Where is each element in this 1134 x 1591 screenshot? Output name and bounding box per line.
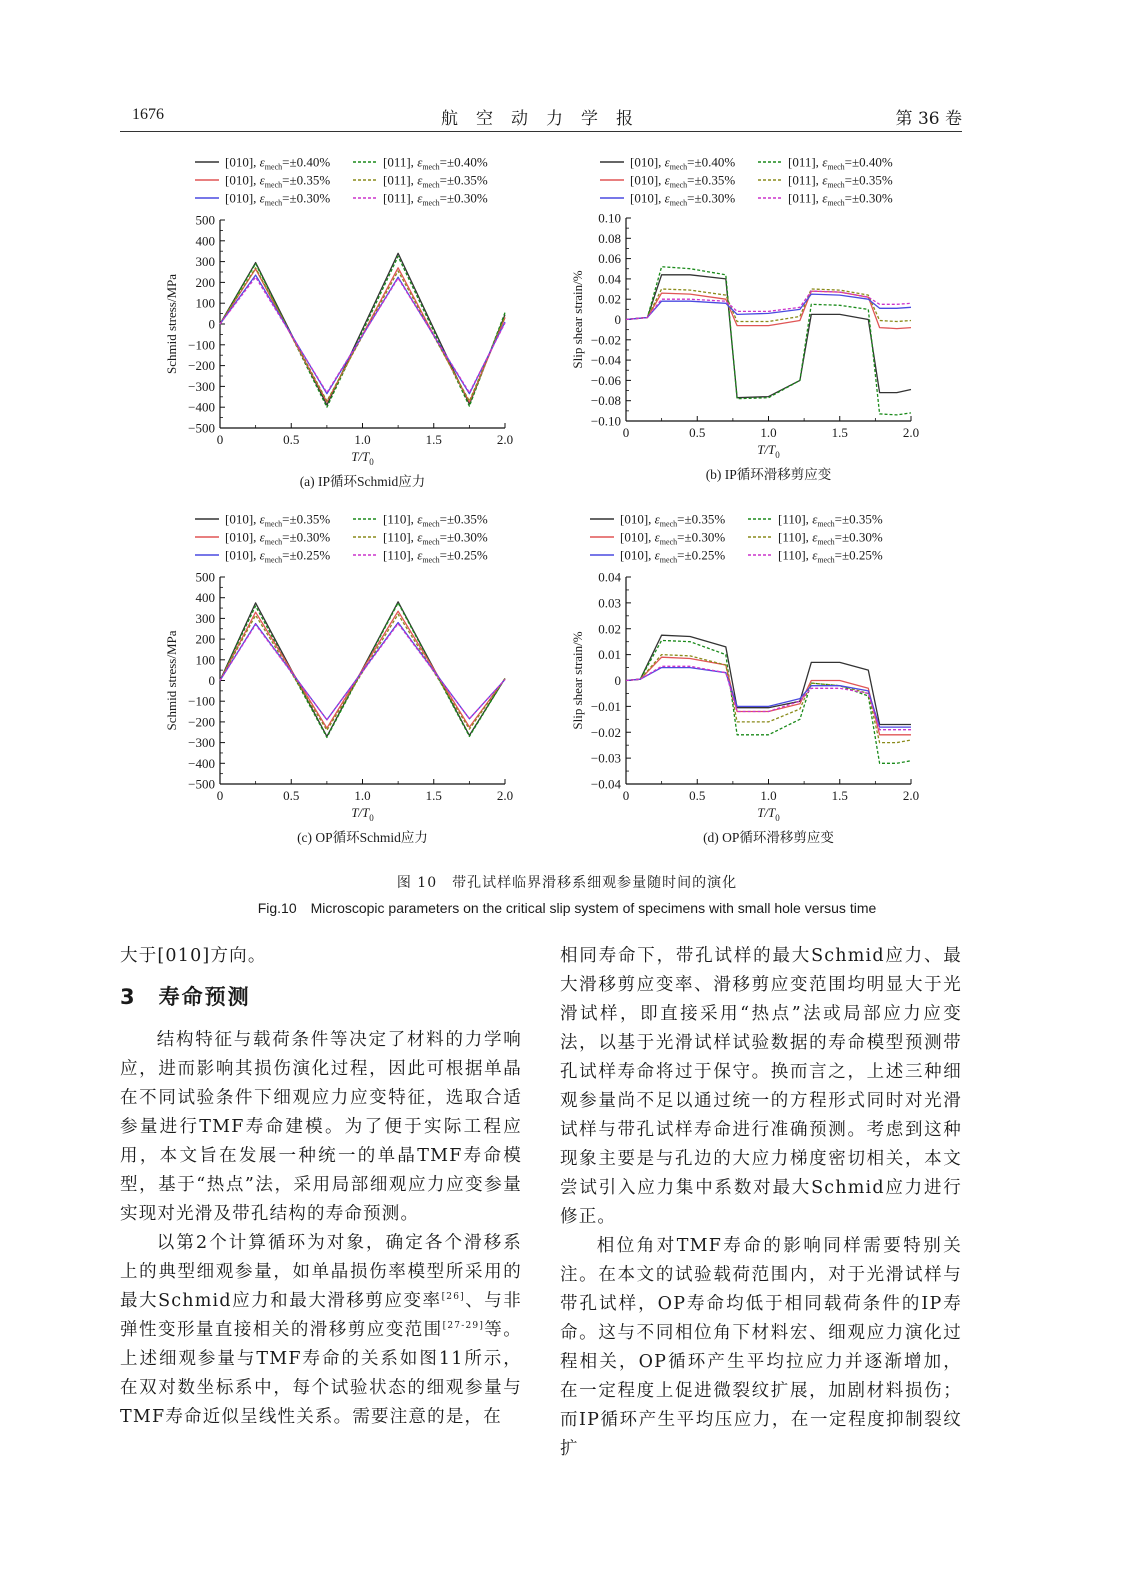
y-tick-label: −0.04 bbox=[590, 352, 621, 368]
y-tick-label: −500 bbox=[188, 420, 215, 436]
y-tick-label: 200 bbox=[195, 274, 215, 290]
legend-label: [110], $\varepsilon_{mech}=\pm 0.35\%$ bbox=[383, 511, 488, 529]
x-tick-label: 2.0 bbox=[902, 788, 920, 803]
panel-caption: (a) IP循环Schmid应力 bbox=[299, 474, 426, 489]
y-tick-label: −0.02 bbox=[590, 332, 621, 348]
chart-panel-c bbox=[164, 512, 513, 846]
y-tick-label: 0 bbox=[614, 312, 621, 327]
legend-label: [010], $\varepsilon_{mech}=\pm 0.25\%$ bbox=[620, 547, 726, 565]
y-tick-label: 0 bbox=[614, 673, 621, 688]
y-tick-label: −400 bbox=[188, 755, 215, 771]
paragraph bbox=[120, 1229, 522, 1432]
legend-label: [110], $\varepsilon_{mech}=\pm 0.30\%$ bbox=[778, 529, 883, 547]
legend-label: [110], $\varepsilon_{mech}=\pm 0.25\%$ bbox=[778, 547, 883, 565]
x-tick-label: 1.0 bbox=[354, 432, 371, 447]
x-tick-label: 0.5 bbox=[283, 788, 300, 803]
x-tick-label: 1.5 bbox=[831, 788, 848, 803]
figure-caption-en: Fig.10 Microscopic parameters on the critical slip system of specimens with small hole versus time bbox=[257, 900, 877, 916]
legend-label: [011], $\varepsilon_{mech}=\pm 0.30\%$ bbox=[788, 190, 893, 208]
x-tick-label: 0.5 bbox=[689, 425, 706, 440]
y-axis-label: Slip shear strain/% bbox=[570, 270, 585, 369]
paragraph: 结构特征与载荷条件等决定了材料的力学响应，进而影响其损伤演化过程，因此可根据单晶在不同试验条件下细观应力应变特征，选取合适参量进行TMF寿命建模。为了便于实际工程应用，本文旨在发展一种统一的单晶TMF寿命模型，基于“热点”法，采用局部细观应力应变参量实现对光滑及带孔结构的寿命预测。 bbox=[120, 1030, 522, 1224]
y-tick-label: 200 bbox=[195, 631, 215, 647]
x-tick-label: 0 bbox=[216, 432, 224, 447]
x-tick-label: 1.5 bbox=[425, 788, 442, 803]
x-tick-label: 0 bbox=[216, 788, 224, 803]
x-tick-label: 2.0 bbox=[496, 788, 514, 803]
y-tick-label: 500 bbox=[195, 212, 215, 228]
y-tick-label: −0.01 bbox=[590, 698, 621, 714]
series-line bbox=[220, 611, 505, 728]
page-number: 1676 bbox=[132, 106, 164, 123]
journal-title: 航空动力学报 bbox=[441, 109, 651, 129]
legend-label: [010], $\varepsilon_{mech}=\pm 0.30\%$ bbox=[630, 190, 736, 208]
running-header bbox=[130, 98, 962, 128]
figure-10 bbox=[150, 150, 930, 862]
y-tick-label: −0.03 bbox=[590, 750, 621, 766]
chart-panel-d bbox=[570, 512, 919, 846]
series-line bbox=[626, 640, 911, 763]
x-tick-label: 1.0 bbox=[760, 788, 777, 803]
legend-label: [011], $\varepsilon_{mech}=\pm 0.35\%$ bbox=[383, 172, 488, 190]
y-tick-label: −200 bbox=[188, 358, 215, 374]
paragraph-text: 、与非弹性变形量直接相关的滑移剪应变范围 bbox=[120, 1291, 522, 1340]
legend-label: [010], $\varepsilon_{mech}=\pm 0.35\%$ bbox=[225, 172, 331, 190]
y-tick-label: −500 bbox=[188, 776, 215, 792]
x-tick-label: 1.5 bbox=[425, 432, 442, 447]
right-column bbox=[560, 942, 962, 1464]
legend-label: [110], $\varepsilon_{mech}=\pm 0.35\%$ bbox=[778, 511, 883, 529]
legend-label: [110], $\varepsilon_{mech}=\pm 0.25\%$ bbox=[383, 547, 488, 565]
x-tick-label: 1.0 bbox=[760, 425, 777, 440]
volume-label: 第 36 卷 bbox=[895, 109, 962, 129]
section-heading bbox=[120, 983, 522, 1012]
citation[interactable]: [26] bbox=[441, 1292, 465, 1303]
y-tick-label: 0.06 bbox=[598, 251, 621, 267]
panel-caption: (b) IP循环滑移剪应变 bbox=[705, 467, 832, 482]
figure-caption-cn: 图 10 带孔试样临界滑移系细观参量随时间的演化 bbox=[396, 875, 738, 891]
x-tick-label: 1.5 bbox=[831, 425, 848, 440]
panel-caption: (c) OP循环Schmid应力 bbox=[297, 830, 428, 845]
legend-label: [010], $\varepsilon_{mech}=\pm 0.30\%$ bbox=[620, 529, 726, 547]
legend-label: [010], $\varepsilon_{mech}=\pm 0.35\%$ bbox=[225, 511, 331, 529]
y-tick-label: −400 bbox=[188, 399, 215, 415]
x-tick-label: 2.0 bbox=[496, 432, 514, 447]
figure-10-plots bbox=[150, 150, 930, 862]
series-line bbox=[626, 657, 911, 735]
chart-panel-b bbox=[570, 155, 919, 483]
y-tick-label: 0.10 bbox=[598, 210, 621, 226]
legend-label: [010], $\varepsilon_{mech}=\pm 0.35\%$ bbox=[630, 172, 736, 190]
y-tick-label: −0.02 bbox=[590, 724, 621, 740]
y-tick-label: −300 bbox=[188, 735, 215, 751]
panel-caption: (d) OP循环滑移剪应变 bbox=[703, 830, 834, 845]
y-axis-label: Slip shear strain/% bbox=[570, 631, 585, 730]
chart-panel-a bbox=[164, 155, 513, 490]
y-tick-label: 0.02 bbox=[598, 291, 621, 307]
y-tick-label: 0 bbox=[208, 673, 215, 688]
x-tick-label: 0.5 bbox=[689, 788, 706, 803]
x-tick-label: 2.0 bbox=[902, 425, 920, 440]
y-tick-label: 0.01 bbox=[598, 647, 621, 663]
x-tick-label: 0 bbox=[622, 788, 630, 803]
y-tick-label: 300 bbox=[195, 610, 215, 626]
x-axis-label: $T/T_0$ bbox=[351, 449, 374, 467]
y-tick-label: 0.02 bbox=[598, 621, 621, 637]
y-tick-label: 0.03 bbox=[598, 595, 621, 611]
x-axis-label: $T/T_0$ bbox=[757, 805, 780, 823]
legend-label: [010], $\varepsilon_{mech}=\pm 0.35\%$ bbox=[620, 511, 726, 529]
legend-label: [010], $\varepsilon_{mech}=\pm 0.25\%$ bbox=[225, 547, 331, 565]
y-tick-label: −200 bbox=[188, 714, 215, 730]
y-tick-label: −0.08 bbox=[590, 393, 621, 409]
y-tick-label: −300 bbox=[188, 378, 215, 394]
x-axis-label: $T/T_0$ bbox=[351, 805, 374, 823]
section-number: 3 bbox=[120, 985, 137, 1009]
x-tick-label: 1.0 bbox=[354, 788, 371, 803]
left-column bbox=[120, 942, 522, 1432]
section-title: 寿命预测 bbox=[158, 985, 251, 1009]
y-axis-label: Schmid stress/MPa bbox=[164, 630, 179, 731]
x-tick-label: 0 bbox=[622, 425, 630, 440]
y-tick-label: 0.08 bbox=[598, 230, 621, 246]
legend-label: [011], $\varepsilon_{mech}=\pm 0.40\%$ bbox=[788, 154, 893, 172]
y-tick-label: 500 bbox=[195, 569, 215, 585]
paragraph: 相位角对TMF寿命的影响同样需要特别关注。在本文的试验载荷范围内，对于光滑试样与带孔试样，OP寿命均低于相同载荷条件的IP寿命。这与不同相位角下材料宏、细观应力演化过程相关，OP循环产生平均拉应力并逐渐增加，在一定程度上促进微裂纹扩展，加剧材料损伤；而IP循环产生平均压应力，在一定程度抑制裂纹扩 bbox=[560, 1236, 962, 1459]
paragraph-text: 以第2个计算循环为对象，确定各个滑移系上的典型细观参量，如单晶损伤率模型所采用的最大Schmid应力和最大滑移剪应变率 bbox=[120, 1233, 522, 1311]
legend-label: [110], $\varepsilon_{mech}=\pm 0.30\%$ bbox=[383, 529, 488, 547]
y-tick-label: 100 bbox=[195, 295, 215, 311]
y-tick-label: −0.04 bbox=[590, 776, 621, 792]
series-line bbox=[220, 624, 505, 720]
paragraph-text: 等。上述细观参量与TMF寿命的关系如图11所示，在双对数坐标系中，每个试验状态的细观参量与TMF寿命近似呈线性关系。需要注意的是，在 bbox=[120, 1320, 522, 1427]
legend-label: [010], $\varepsilon_{mech}=\pm 0.40\%$ bbox=[225, 154, 331, 172]
paragraph: 相同寿命下，带孔试样的最大Schmid应力、最大滑移剪应变率、滑移剪应变范围均明显大于光滑试样，即直接采用“热点”法或局部应力应变法，以基于光滑试样试验数据的寿命模型预测带孔试样寿命将过于保守。换而言之，上述三种细观参量尚不足以通过统一的方程形式同时对光滑试样与带孔试样寿命进行准确预测。考虑到这种现象主要是与孔边的大应力梯度密切相关，本文尝试引入应力集中系数对最大Schmid应力进行修正。 bbox=[560, 946, 962, 1227]
y-tick-label: 100 bbox=[195, 652, 215, 668]
series-line bbox=[220, 277, 505, 392]
legend-label: [011], $\varepsilon_{mech}=\pm 0.40\%$ bbox=[383, 154, 488, 172]
x-tick-label: 0.5 bbox=[283, 432, 300, 447]
y-tick-label: 0 bbox=[208, 316, 215, 332]
y-tick-label: −100 bbox=[188, 337, 215, 353]
y-tick-label: −0.10 bbox=[590, 413, 621, 429]
y-tick-label: −100 bbox=[188, 693, 215, 709]
y-tick-label: 0.04 bbox=[598, 569, 621, 585]
y-axis-label: Schmid stress/MPa bbox=[164, 273, 179, 375]
series-line bbox=[220, 256, 505, 407]
citation[interactable]: [27-29] bbox=[442, 1321, 485, 1332]
y-tick-label: 400 bbox=[195, 590, 215, 606]
legend-label: [011], $\varepsilon_{mech}=\pm 0.30\%$ bbox=[383, 190, 488, 208]
y-tick-label: 300 bbox=[195, 254, 215, 270]
legend-label: [010], $\varepsilon_{mech}=\pm 0.30\%$ bbox=[225, 529, 331, 547]
y-tick-label: 400 bbox=[195, 233, 215, 249]
legend-label: [011], $\varepsilon_{mech}=\pm 0.35\%$ bbox=[788, 172, 893, 190]
y-tick-label: −0.06 bbox=[590, 372, 621, 388]
legend-label: [010], $\varepsilon_{mech}=\pm 0.40\%$ bbox=[630, 154, 736, 172]
x-axis-label: $T/T_0$ bbox=[757, 442, 780, 460]
header-rule bbox=[120, 131, 962, 132]
y-tick-label: 0.04 bbox=[598, 271, 621, 287]
paragraph: 大于[010]方向。 bbox=[120, 946, 267, 966]
legend-label: [010], $\varepsilon_{mech}=\pm 0.30\%$ bbox=[225, 190, 331, 208]
